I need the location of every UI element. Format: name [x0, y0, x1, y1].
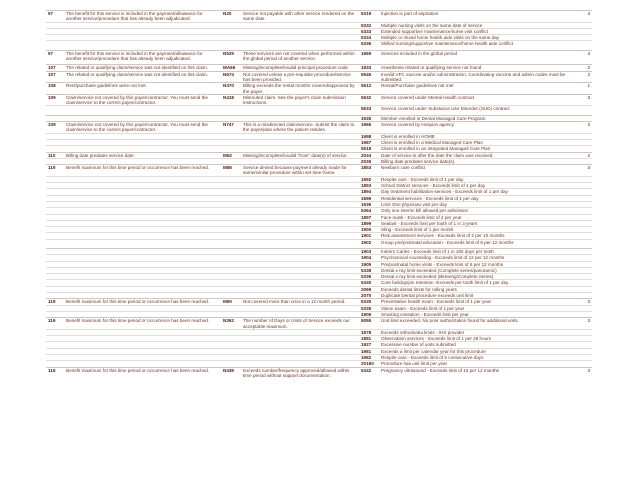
remark-code: 1965	[359, 122, 379, 134]
remark-code: 5545	[359, 71, 379, 83]
remark-description: Newborn care conflict	[379, 165, 572, 177]
remark-description: Anesthesia related or qualifying service not found	[379, 65, 572, 71]
remark-code: 1904	[359, 255, 379, 261]
remark-description: Group pre/postnatal education - Exceeds limit of 8 per 12 months	[379, 239, 572, 245]
priority: 1	[572, 83, 592, 95]
remark-code: 1935	[359, 115, 379, 121]
carc-code: 109	[46, 94, 64, 106]
remark-description: Smoking cessation - Exceeds limit per year	[379, 311, 572, 317]
remark-description: Vision exam - Exceeds limit of 1 per year	[379, 305, 572, 311]
rarc-description: Billing exceeds the rental months covered/approved by the payer.	[241, 83, 359, 95]
rarc-code: N370	[221, 83, 241, 95]
carc-code: 110	[46, 152, 64, 158]
remark-code: 5334	[359, 35, 379, 41]
carc-code: 109	[46, 122, 64, 134]
carc-description: Rent/purchase guidelines were not met.	[64, 83, 221, 95]
remark-description: Invalid VFC vaccine and/or administration. Coordinating vaccine and admin codes must be submitted.	[379, 71, 572, 83]
remark-description: Limit One physician visit per day	[379, 201, 572, 207]
table-row	[46, 50, 592, 61]
remark-code: 1897	[359, 214, 379, 220]
rarc-code: M90	[221, 299, 241, 305]
rarc-description: Missing/incomplete/invalid principal procedure code.	[241, 65, 359, 71]
rarc-description: Service not payable with other service rendered on the same date.	[241, 11, 359, 23]
carc-description: Claim/service not covered by this payer/contractor. You must send the claim/service to the correct payer/contractor.	[64, 122, 221, 134]
remark-code: 1896	[359, 195, 379, 201]
table-row	[46, 318, 592, 330]
table-row	[46, 367, 592, 378]
remark-description: Services included in the global period	[379, 50, 572, 61]
table-row	[46, 83, 592, 95]
carc-code: 108	[46, 83, 64, 95]
carc-description: The benefit for this service is included in the payment/allowance for another service/procedure that has already been adjudicated.	[64, 11, 221, 23]
remark-description: Client is enrolled in HOME	[379, 133, 572, 139]
carc-code: 119	[46, 165, 64, 177]
remark-code: 1998	[359, 133, 379, 139]
remark-code: 5332	[359, 22, 379, 28]
remark-description: Respite care - Exceeds limit of 1 per day	[379, 176, 572, 182]
remark-code: 5333	[359, 28, 379, 34]
rarc-code: N435	[221, 367, 241, 378]
remark-code: 5319	[359, 11, 379, 23]
carc-description: Benefit maximum for this time period or occurrence has been reached.	[64, 299, 221, 305]
remark-code: 5533	[359, 106, 379, 112]
table-row	[46, 11, 592, 23]
remark-description: Core buildup/pin retention -Exceeds per tooth limit of 1 per day	[379, 280, 572, 286]
remark-code: 5512	[359, 83, 379, 95]
carc-code: 119	[46, 318, 64, 330]
table-body	[46, 11, 592, 379]
remark-code: 5330	[359, 299, 379, 305]
rarc-code: MA66	[221, 65, 241, 71]
rarc-description: Service denied because payment already made for same/similar procedure within set time frame.	[241, 165, 359, 177]
carc-description: The related or qualifying claim/service was not identified on this claim.	[64, 65, 221, 71]
rarc-code: M52	[221, 152, 241, 158]
remark-code: 1933	[359, 65, 379, 71]
carc-description: Benefit maximum for this time period or occurrence has been reached.	[64, 318, 221, 330]
remark-code: 2034	[359, 152, 379, 158]
priority: 3	[572, 94, 592, 106]
remark-description: Multiple or mixed home health aide visits on the same day	[379, 35, 572, 41]
remark-code-table	[46, 10, 592, 378]
rarc-code: N418	[221, 94, 241, 106]
carc-code: 97	[46, 11, 64, 23]
rarc-description: Not covered more than once in a 12 month period.	[241, 299, 359, 305]
priority: 3	[572, 165, 592, 177]
carc-description: Benefit maximum for this time period or occurrence has been reached.	[64, 165, 221, 177]
remark-description: Excessive number of units submitted	[379, 342, 572, 348]
remark-description: Client is enrolled in an Integrated Managed Care Plan	[379, 146, 572, 152]
remark-description: Observation services - Exceeds limit of 1 per 48 hours	[379, 336, 572, 342]
rarc-description: Not covered unless a pre-requisite procedure/service has been provided.	[241, 71, 359, 83]
remark-description: Client is enrolled in a Medical Managed Care Plan	[379, 139, 572, 145]
remark-code: 1853	[359, 165, 379, 177]
remark-description: Exceeds a limit per calendar year for this procedure	[379, 348, 572, 354]
remark-description: Sling - Exceeds limit of 1 per month	[379, 227, 572, 233]
remark-code: 1981	[359, 348, 379, 354]
remark-code: 1902	[359, 239, 379, 245]
remark-description: Unit limit exceeded. No prior authorization found for additional units.	[379, 318, 572, 330]
rarc-description: This is a misdirected claim/service. Submit the claim to the payer/plan where the patient resides.	[241, 122, 359, 134]
remark-description: Risk assessment services - Exceeds limit of 2 per 10 months	[379, 233, 572, 239]
remark-description: Day treatment habilitation services - Exceeds limit of 1 per day	[379, 189, 572, 195]
remark-code: 2070	[359, 293, 379, 299]
priority: 3	[572, 367, 592, 378]
remark-code: 5339	[359, 274, 379, 280]
remark-code: 5336	[359, 41, 379, 47]
remark-code: 2035	[359, 158, 379, 164]
remark-code: 1893	[359, 183, 379, 189]
remark-code: 20160	[359, 361, 379, 367]
priority: 3	[572, 299, 592, 305]
remark-description: Billing date predates service date(s).	[379, 158, 572, 164]
remark-description: Residential services - Exceeds limit of 1 per day	[379, 195, 572, 201]
remark-description: Service covered under Substance Use Disorder (SUD) contract	[379, 106, 572, 112]
remark-description: Pregnancy ultrasound - Exceeds limit of 10 per 12 months	[379, 367, 572, 378]
rarc-code: M86	[221, 165, 241, 177]
remark-description: Multiple nursing visits on the same date of service	[379, 22, 572, 28]
table-row	[46, 71, 592, 83]
remark-code: 1901	[359, 233, 379, 239]
rarc-code: N747	[221, 122, 241, 134]
remark-description: Rental/Purchase guidelines not met	[379, 83, 572, 95]
remark-description: Pre/postnatal home visits - Exceeds limit of 6 per 12 months	[379, 261, 572, 267]
rarc-code: N525	[221, 50, 241, 61]
remark-code: 5532	[359, 94, 379, 106]
remark-code: 1969	[359, 50, 379, 61]
remark-code: 1891	[359, 336, 379, 342]
rarc-code: N674	[221, 71, 241, 83]
remark-code: 1878	[359, 329, 379, 335]
rarc-description: Missing/incomplete/invalid "from" date(s) of service.	[241, 152, 359, 158]
remark-code: 5335	[359, 305, 379, 311]
remark-code: 1906	[359, 311, 379, 317]
remark-description: Only one interim bill allowed per admission	[379, 208, 572, 214]
remark-description: Date of service is after the date the claim was received.	[379, 152, 572, 158]
table-row	[46, 165, 592, 177]
priority: 3	[572, 318, 592, 330]
rarc-description: The number of Days or Units of Service exceeds our acceptable maximum.	[241, 318, 359, 330]
remark-code: 1900	[359, 227, 379, 233]
remark-code: 1927	[359, 342, 379, 348]
carc-code: 119	[46, 299, 64, 305]
remark-description: Dental x-ray limit exceeded (Complete series/panoramic)	[379, 267, 572, 273]
remark-code: 2069	[359, 286, 379, 292]
remark-description: Sealant - Exceeds limit per tooth of 1 in 3 years	[379, 220, 572, 226]
table-row	[46, 94, 592, 106]
rarc-code: N362	[221, 318, 241, 330]
carc-code: 107	[46, 65, 64, 71]
remark-description: Procedure has unit limit per year	[379, 361, 572, 367]
remark-description: School District services - Exceeds limit of 1 per day	[379, 183, 572, 189]
priority: 4	[572, 50, 592, 61]
remark-code: 5340	[359, 280, 379, 286]
carc-description: The benefit for this service is included in the payment/allowance for another service/procedure that has already been adjudicated.	[64, 50, 221, 61]
remark-code: 5338	[359, 267, 379, 273]
carc-description: Billing date predates service date.	[64, 152, 221, 158]
remark-code: 1987	[359, 139, 379, 145]
rarc-description: These services are not covered when performed within the global period of another service.	[241, 50, 359, 61]
remark-code: 1894	[359, 189, 379, 195]
remark-description: Respite care - Exceeds limit of 5 consecutive days	[379, 355, 572, 361]
remark-description: Face mask - Exceeds limit of 2 per year	[379, 214, 572, 220]
remark-code: 1982	[359, 355, 379, 361]
rarc-description: Exceeds number/frequency approved/allowed within time period without support documentation.	[241, 367, 359, 378]
remark-description: Injection is part of aspiration	[379, 11, 572, 23]
carc-code: 107	[46, 71, 64, 83]
remark-description: Skilled nursing/supportive maintenance/home health aide conflict	[379, 41, 572, 47]
priority: 4	[572, 11, 592, 23]
remark-description: Preventative health exam - Exceeds limit of 1 per year	[379, 299, 572, 305]
carc-description: The related or qualifying claim/service was not identified on this claim.	[64, 71, 221, 83]
carc-code: 119	[46, 367, 64, 378]
remark-description: Exceeds orthodontia limits - IHS provider	[379, 329, 572, 335]
rarc-description: Misrouted claim. See the payer's claim submission instructions.	[241, 94, 359, 106]
remark-code: 1903	[359, 248, 379, 254]
priority: 2	[572, 71, 592, 83]
remark-description: Dental x-ray limit exceeded (Bitewing/Complete Series)	[379, 274, 572, 280]
table-row	[46, 122, 592, 134]
priority: 2	[572, 152, 592, 158]
remark-description: Service covered under Mental Health contract	[379, 94, 572, 106]
remark-code: 5342	[359, 367, 379, 378]
remark-code: 5364	[359, 208, 379, 214]
remark-description: Service covered by Hospice agency	[379, 122, 572, 134]
priority: 2	[572, 65, 592, 71]
priority: 3	[572, 122, 592, 134]
remark-code: 1939	[359, 201, 379, 207]
remark-description: Psychosocial counseling - Exceeds limit of 12 per 12 months	[379, 255, 572, 261]
remark-code: 5055	[359, 318, 379, 330]
remark-code: 1905	[359, 261, 379, 267]
remark-description: Extended supportive maintenance/nurse visit conflict	[379, 28, 572, 34]
carc-description: Benefit maximum for this time period or occurrence has been reached.	[64, 367, 221, 378]
remark-code: 1899	[359, 220, 379, 226]
remark-code: 5518	[359, 146, 379, 152]
rarc-code: N20	[221, 11, 241, 23]
carc-description: Claim/service not covered by this payer/contractor. You must send the claim/service to the correct payer/contractor.	[64, 94, 221, 106]
remark-code: 1892	[359, 176, 379, 182]
carc-code: 97	[46, 50, 64, 61]
remark-description: Interim Caries - Exceeds limit of 1 in 180 days per tooth	[379, 248, 572, 254]
remark-description: Member enrolled in Dental Managed Care Program	[379, 115, 572, 121]
remark-description: Exceeds dental limits for rolling years	[379, 286, 572, 292]
remark-description: Duplicate Dental procedure exceeds unit limit	[379, 293, 572, 299]
